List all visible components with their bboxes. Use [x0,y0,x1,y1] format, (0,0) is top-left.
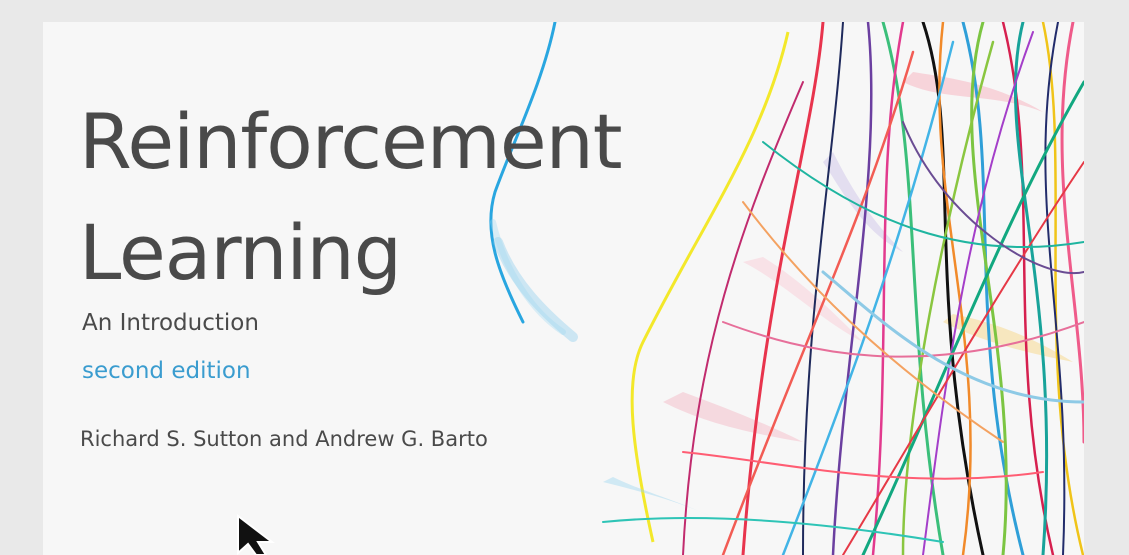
yellow-strand [632,32,788,542]
mouse-pointer-icon [236,514,286,555]
book-edition: second edition [82,358,251,384]
book-title-line-1: Reinforcement [79,97,622,186]
book-title-line-2: Learning [79,208,401,297]
book-cover [43,22,1084,555]
book-authors: Richard S. Sutton and Andrew G. Barto [80,427,488,451]
book-subtitle: An Introduction [82,310,259,336]
